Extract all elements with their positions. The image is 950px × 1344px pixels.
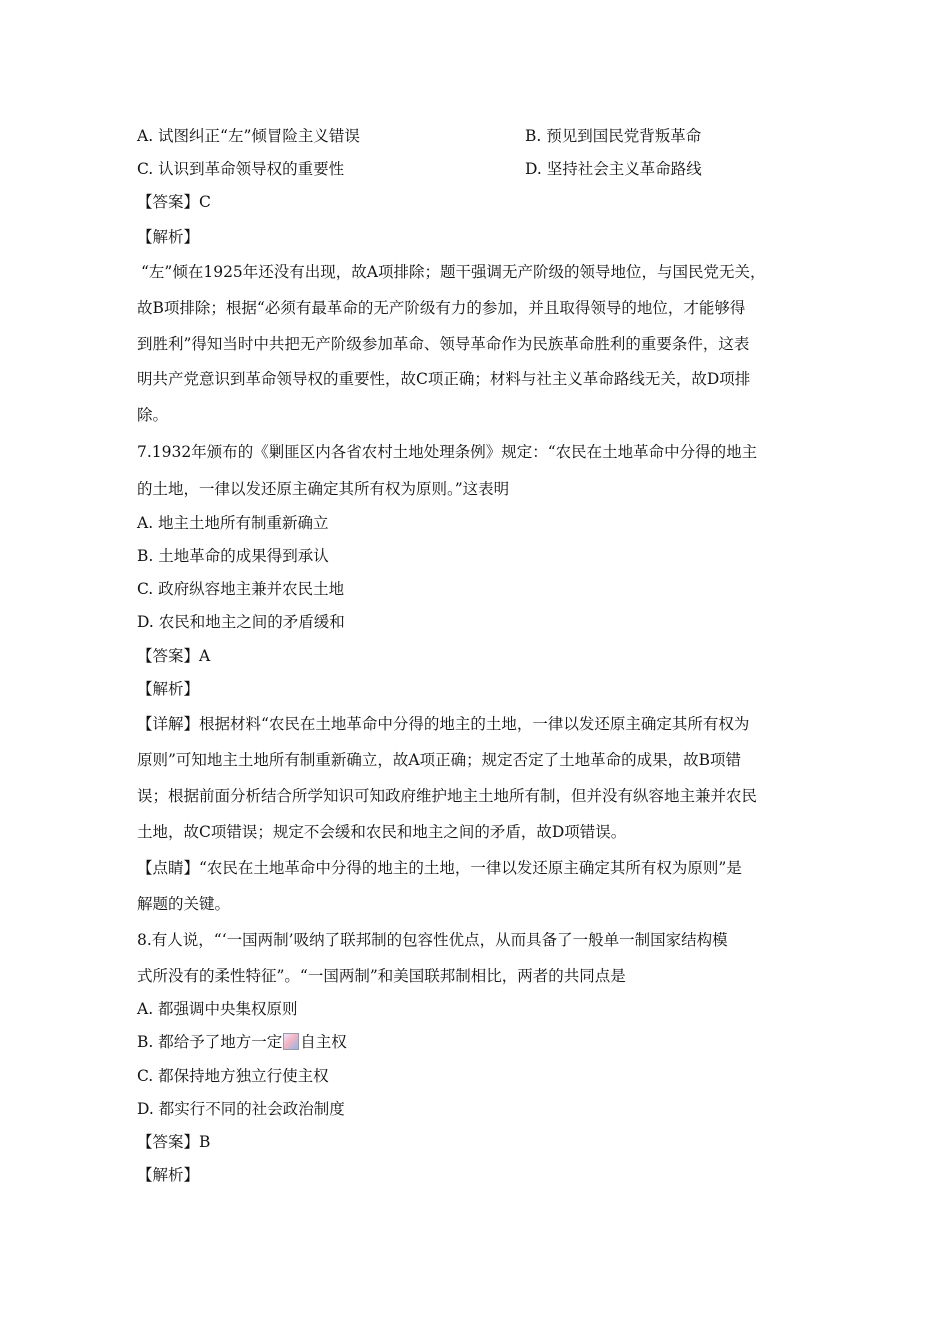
q8-option-a: A. 都强调中央集权原则 (137, 1000, 298, 1018)
q8-option-b (137, 1031, 347, 1053)
q6-analysis-line: “左”倾在1925年还没有出现，故A项排除；题干强调无产阶级的领导地位，与国民党无关， (141, 263, 766, 281)
q6-analysis-line: 故B项排除；根据“必须有最革命的无产阶级有力的参加，并且取得领导的地位，才能够得 (137, 299, 746, 317)
q7-stem-line: 7.1932年颁布的《剿匪区内各省农村土地处理条例》规定：“农民在土地革命中分得的地主 (137, 443, 758, 461)
q8-option-c: C. 都保持地方独立行使主权 (137, 1067, 329, 1085)
q7-detail-line: 【详解】根据材料“农民在土地革命中分得的地主的土地，一律以发还原主确定其所有权为 (137, 715, 750, 733)
q6-analysis-line: 到胜利”得知当时中共把无产阶级参加革命、领导革命作为民族革命胜利的重要条件，这表 (137, 335, 750, 353)
answer-value: C (199, 193, 211, 211)
q8-stem-line: 8.有人说，“‘一国两制’吸纳了联邦制的包容性优点，从而具备了一般单一制国家结构模 (137, 931, 728, 949)
q8-option-b-text-end: 自主权 (300, 1033, 347, 1051)
answer-value: B (199, 1133, 211, 1151)
answer-value: A (199, 647, 211, 665)
q8-analysis-tag: 【解析】 (137, 1166, 200, 1184)
q7-detail-line: 原则”可知地主土地所有制重新确立，故A项正确；规定否定了土地革命的成果，故B项错 (137, 751, 742, 769)
q8-option-d: D. 都实行不同的社会政治制度 (137, 1100, 345, 1118)
q7-option-b: B. 土地革命的成果得到承认 (137, 547, 329, 565)
q7-detail-line: 误；根据前面分析结合所学知识可知政府维护地主土地所有制，但并没有纵容地主兼并农民 (137, 787, 758, 805)
q7-answer (137, 645, 210, 667)
q7-stem-line: 的土地，一律以发还原主确定其所有权为原则。”这表明 (137, 480, 510, 498)
q7-detail-line: 土地，故C项错误；规定不会缓和农民和地主之间的矛盾，故D项错误。 (137, 823, 627, 841)
q7-comment-line: 【点睛】“农民在土地革命中分得的地主的土地，一律以发还原主确定其所有权为原则”是 (137, 859, 742, 877)
broken-image-icon (283, 1033, 299, 1050)
q6-option-c: C. 认识到革命领导权的重要性 (137, 160, 345, 178)
q6-option-b: B. 预见到国民党背叛革命 (525, 127, 702, 145)
q7-option-c: C. 政府纵容地主兼并农民土地 (137, 580, 345, 598)
answer-tag: 【答案】 (137, 1133, 200, 1151)
q8-option-b-text: B. 都给予了地方一定 (137, 1033, 283, 1051)
q6-option-a: A. 试图纠正“左”倾冒险主义错误 (137, 127, 360, 145)
answer-tag: 【答案】 (137, 193, 200, 211)
q7-option-d: D. 农民和地主之间的矛盾缓和 (137, 613, 345, 631)
q6-analysis-tag: 【解析】 (137, 228, 200, 246)
answer-tag: 【答案】 (137, 647, 200, 665)
q6-answer (137, 191, 211, 213)
q8-answer (137, 1131, 210, 1153)
q8-stem-line: 式所没有的柔性特征”。“一国两制”和美国联邦制相比，两者的共同点是 (137, 967, 626, 985)
q7-comment-line: 解题的关键。 (137, 895, 231, 913)
q6-analysis-line: 明共产党意识到革命领导权的重要性，故C项正确；材料与社主义革命路线无关，故D项排 (137, 370, 751, 388)
q7-analysis-tag: 【解析】 (137, 680, 200, 698)
q6-analysis-line: 除。 (137, 406, 169, 424)
q7-option-a: A. 地主土地所有制重新确立 (137, 514, 329, 532)
q6-option-d: D. 坚持社会主义革命路线 (525, 160, 702, 178)
